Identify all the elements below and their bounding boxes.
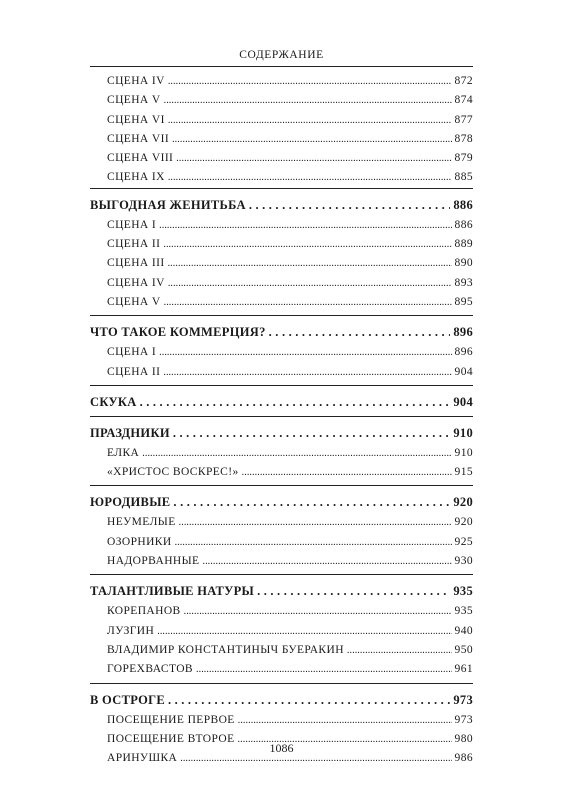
toc-entry[interactable] bbox=[90, 533, 473, 552]
toc-section-title-page-number: 886 bbox=[453, 197, 473, 212]
dot-leader bbox=[173, 491, 450, 513]
dot-leader bbox=[202, 552, 451, 571]
dot-leader bbox=[164, 293, 452, 312]
dot-leader bbox=[179, 513, 452, 532]
toc-entry[interactable] bbox=[90, 235, 473, 254]
toc-section-title-page-number: 896 bbox=[453, 325, 473, 340]
dot-leader bbox=[168, 274, 452, 293]
toc-section-title[interactable] bbox=[90, 575, 473, 602]
toc-entry-label: ЕЛКА bbox=[107, 446, 140, 459]
toc-section-title[interactable] bbox=[90, 486, 473, 513]
toc-entry[interactable] bbox=[90, 463, 473, 482]
dot-leader bbox=[238, 711, 452, 730]
toc-entry-page-number: 986 bbox=[454, 752, 473, 765]
toc-section bbox=[90, 72, 473, 189]
toc-section-title[interactable] bbox=[90, 189, 473, 216]
dot-leader bbox=[164, 91, 452, 110]
toc-entry-page-number: 885 bbox=[454, 171, 473, 184]
toc-entry-page-number: 872 bbox=[454, 75, 473, 87]
toc-entry[interactable] bbox=[90, 552, 473, 571]
toc-entry[interactable] bbox=[90, 602, 473, 621]
toc-entry-label: СЦЕНА III bbox=[107, 257, 165, 270]
toc-entry[interactable] bbox=[90, 72, 473, 91]
toc-entry-page-number: 920 bbox=[454, 516, 473, 529]
toc-section-title-page-number: 973 bbox=[453, 692, 473, 707]
dot-leader bbox=[163, 235, 451, 254]
table-of-contents bbox=[90, 72, 473, 771]
dot-leader bbox=[172, 130, 451, 149]
dot-leader bbox=[175, 533, 452, 552]
toc-section-title-label: ВЫГОДНАЯ ЖЕНИТЬБА bbox=[90, 197, 246, 212]
toc-entry-label: СЦЕНА II bbox=[107, 365, 161, 378]
toc-entry-label: СЦЕНА VI bbox=[107, 113, 165, 126]
toc-section-title[interactable] bbox=[90, 684, 473, 711]
toc-entry[interactable] bbox=[90, 91, 473, 110]
toc-section-title-page-number: 920 bbox=[453, 495, 473, 510]
toc-entry-label: ОЗОРНИКИ bbox=[107, 535, 172, 548]
toc-entry-label: ПОСЕЩЕНИЕ ПЕРВОЕ bbox=[107, 713, 235, 726]
toc-section-title-label: В ОСТРОГЕ bbox=[90, 692, 165, 707]
toc-section bbox=[90, 316, 473, 386]
toc-entry[interactable] bbox=[90, 660, 473, 679]
toc-entry-page-number: 893 bbox=[454, 276, 473, 289]
toc-entry-page-number: 961 bbox=[454, 663, 473, 676]
toc-section bbox=[90, 417, 473, 487]
dot-leader bbox=[140, 391, 451, 413]
toc-entry-label: НЕУМЕЛЫЕ bbox=[107, 516, 176, 529]
toc-entry[interactable] bbox=[90, 254, 473, 273]
toc-entry-page-number: 890 bbox=[454, 257, 473, 270]
toc-entry-page-number: 980 bbox=[454, 732, 473, 745]
toc-section-title-label: ЧТО ТАКОЕ КОММЕРЦИЯ? bbox=[90, 325, 266, 340]
toc-entry-page-number: 877 bbox=[454, 113, 473, 126]
toc-entry-label: СЦЕНА I bbox=[107, 346, 157, 359]
toc-entry-label: ПОСЕЩЕНИЕ ВТОРОЕ bbox=[107, 732, 235, 745]
dot-leader bbox=[142, 444, 451, 463]
toc-entry-page-number: 935 bbox=[454, 605, 473, 618]
toc-entry-page-number: 915 bbox=[454, 466, 473, 479]
dot-leader bbox=[176, 149, 451, 168]
toc-entry-label: СЦЕНА II bbox=[107, 238, 161, 251]
toc-entry[interactable] bbox=[90, 149, 473, 168]
dot-leader bbox=[269, 321, 451, 343]
toc-section-title-label: СКУКА bbox=[90, 394, 137, 409]
toc-entry-page-number: 940 bbox=[454, 624, 473, 637]
toc-entry-page-number: 879 bbox=[454, 152, 473, 165]
toc-entry-label: СЦЕНА IX bbox=[107, 171, 165, 184]
toc-entry[interactable] bbox=[90, 293, 473, 312]
toc-section-title[interactable] bbox=[90, 386, 473, 413]
toc-section-title-page-number: 935 bbox=[453, 584, 473, 599]
toc-entry[interactable] bbox=[90, 622, 473, 641]
toc-entry-label: СЦЕНА IV bbox=[107, 75, 165, 87]
dot-leader bbox=[249, 194, 451, 216]
toc-entry-page-number: 878 bbox=[454, 132, 473, 145]
toc-entry-label: СЦЕНА V bbox=[107, 295, 161, 308]
toc-entry-page-number: 930 bbox=[454, 555, 473, 568]
toc-section-title[interactable] bbox=[90, 316, 473, 343]
toc-entry-page-number: 896 bbox=[454, 346, 473, 359]
dot-leader bbox=[347, 641, 452, 660]
toc-entry-label: СЦЕНА VIII bbox=[107, 152, 174, 165]
dot-leader bbox=[168, 168, 452, 187]
toc-entry-page-number: 886 bbox=[454, 218, 473, 231]
toc-section bbox=[90, 189, 473, 316]
toc-entry-page-number: 973 bbox=[454, 713, 473, 726]
dot-leader bbox=[157, 622, 451, 641]
dot-leader bbox=[168, 111, 452, 130]
dot-leader bbox=[196, 660, 452, 679]
toc-entry[interactable] bbox=[90, 343, 473, 362]
toc-entry[interactable] bbox=[90, 130, 473, 149]
toc-entry[interactable] bbox=[90, 641, 473, 660]
dot-leader bbox=[159, 216, 451, 235]
toc-entry[interactable] bbox=[90, 513, 473, 532]
toc-section bbox=[90, 684, 473, 772]
toc-entry-label: НАДОРВАННЫЕ bbox=[107, 555, 200, 568]
toc-entry[interactable] bbox=[90, 168, 473, 187]
toc-entry[interactable] bbox=[90, 363, 473, 382]
toc-entry-label: КОРЕПАНОВ bbox=[107, 605, 181, 618]
toc-entry-page-number: 874 bbox=[454, 94, 473, 107]
dot-leader bbox=[173, 422, 451, 444]
dot-leader bbox=[184, 602, 452, 621]
toc-entry-label: ВЛАДИМИР КОНСТАНТИНЫЧ БУЕРАКИН bbox=[107, 643, 344, 656]
toc-section bbox=[90, 386, 473, 417]
toc-entry-page-number: 950 bbox=[454, 643, 473, 656]
toc-section-title-label: ТАЛАНТЛИВЫЕ НАТУРЫ bbox=[90, 584, 255, 599]
toc-section-title-page-number: 904 bbox=[453, 394, 473, 409]
toc-entry[interactable] bbox=[90, 711, 473, 730]
toc-entry-page-number: 925 bbox=[454, 535, 473, 548]
toc-section bbox=[90, 486, 473, 575]
toc-entry[interactable] bbox=[90, 111, 473, 130]
toc-entry-label: СЦЕНА IV bbox=[107, 276, 165, 289]
header-rule bbox=[90, 66, 473, 67]
dot-leader bbox=[168, 72, 452, 91]
toc-entry[interactable] bbox=[90, 444, 473, 463]
dot-leader bbox=[163, 363, 451, 382]
toc-entry-label: «ХРИСТОС ВОСКРЕС!» bbox=[107, 466, 239, 479]
dot-leader bbox=[168, 689, 450, 711]
toc-section-title[interactable] bbox=[90, 417, 473, 444]
toc-section-title-label: ПРАЗДНИКИ bbox=[90, 425, 170, 440]
dot-leader bbox=[257, 580, 450, 602]
toc-entry-label: ЛУЗГИН bbox=[107, 624, 155, 637]
toc-entry-page-number: 904 bbox=[454, 365, 473, 378]
toc-entry-label: СЦЕНА V bbox=[107, 94, 161, 107]
page-number: 1086 bbox=[269, 741, 294, 755]
dot-leader bbox=[159, 343, 451, 362]
toc-section bbox=[90, 575, 473, 683]
toc-entry-label: СЦЕНА I bbox=[107, 218, 157, 231]
toc-entry-label: ГОРЕХВАСТОВ bbox=[107, 663, 193, 676]
toc-entry-page-number: 889 bbox=[454, 238, 473, 251]
toc-entry-label: СЦЕНА VII bbox=[107, 132, 170, 145]
running-header: СОДЕРЖАНИЕ bbox=[239, 49, 324, 61]
dot-leader bbox=[242, 463, 452, 482]
toc-section-title-label: ЮРОДИВЫЕ bbox=[90, 495, 171, 510]
toc-entry-page-number: 910 bbox=[454, 446, 473, 459]
toc-entry-page-number: 895 bbox=[454, 295, 473, 308]
toc-section-title-page-number: 910 bbox=[453, 425, 473, 440]
toc-entry[interactable] bbox=[90, 216, 473, 235]
toc-entry-label: АРИНУШКА bbox=[107, 752, 178, 765]
dot-leader bbox=[168, 254, 452, 273]
toc-entry[interactable] bbox=[90, 274, 473, 293]
